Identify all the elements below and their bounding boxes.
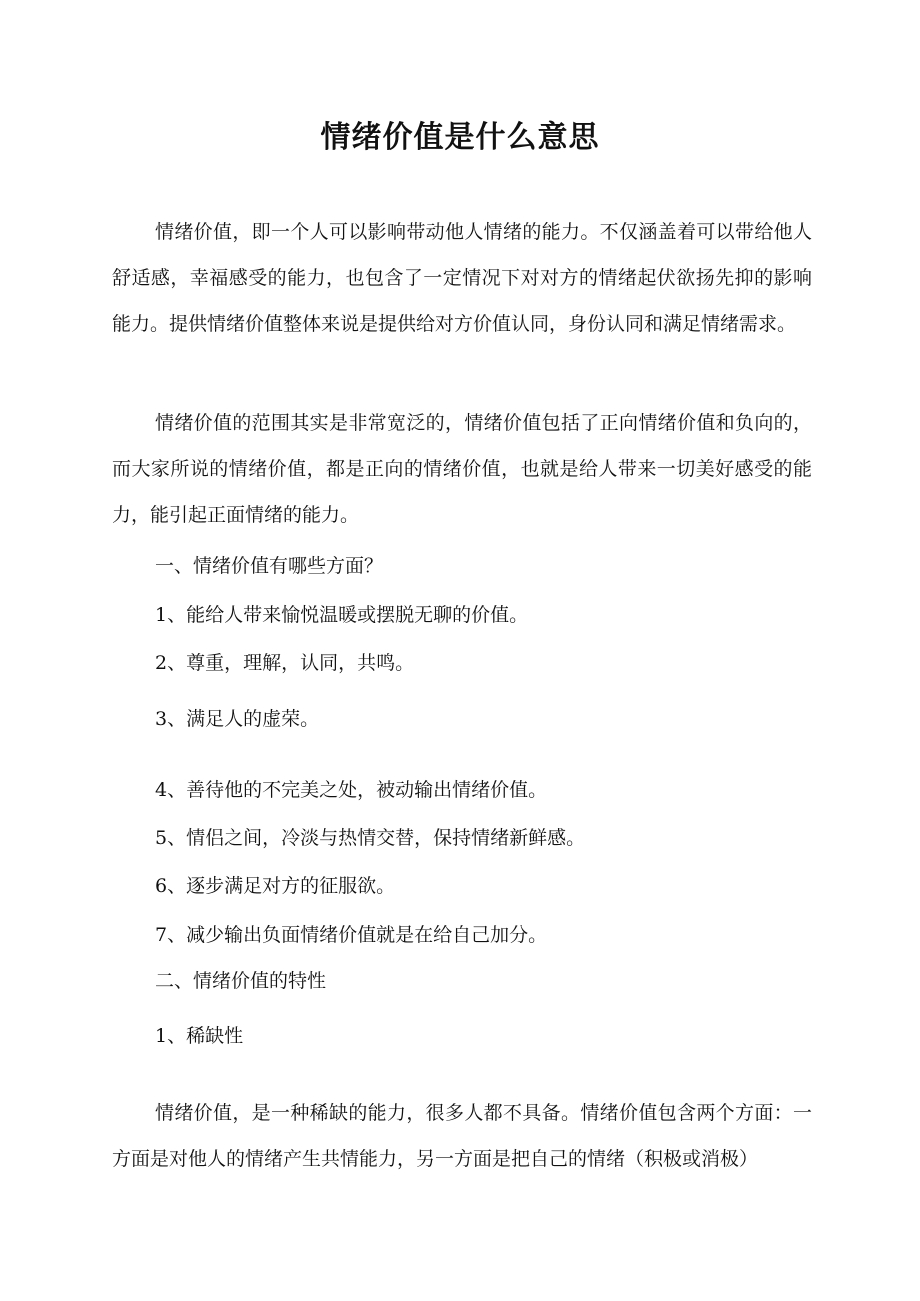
list-item: 2、尊重，理解，认同，共鸣。 bbox=[155, 652, 415, 674]
paragraph-scope: 情绪价值的范围其实是非常宽泛的，情绪价值包括了正向情绪价值和负向的，而大家所说的情绪价值，都是正向的情绪价值，也就是给人带来一切美好感受的能力，能引起正面情绪的能力。 bbox=[112, 412, 812, 526]
document-title: 情绪价值是什么意思 bbox=[320, 120, 600, 155]
section-two-heading: 二、情绪价值的特性 bbox=[155, 970, 327, 992]
list-item: 4、善待他的不完美之处，被动输出情绪价值。 bbox=[155, 779, 548, 801]
list-item: 7、减少输出负面情绪价值就是在给自己加分。 bbox=[155, 924, 548, 946]
list-item: 6、逐步满足对方的征服欲。 bbox=[155, 875, 396, 897]
paragraph-scarcity: 情绪价值，是一种稀缺的能力，很多人都不具备。情绪价值包含两个方面：一方面是对他人的情绪产生共情能力，另一方面是把自己的情绪（积极或消极） bbox=[112, 1102, 812, 1170]
section-two-subheading: 1、稀缺性 bbox=[155, 1025, 244, 1047]
list-item: 5、情侣之间，冷淡与热情交替，保持情绪新鲜感。 bbox=[155, 827, 586, 849]
paragraph-intro: 情绪价值，即一个人可以影响带动他人情绪的能力。不仅涵盖着可以带给他人舒适感，幸福感受的能力，也包含了一定情况下对对方的情绪起伏欲扬先抑的影响能力。提供情绪价值整体来说是提供给对方价值认同，身份认同和满足情绪需求。 bbox=[112, 221, 812, 335]
list-item: 3、满足人的虚荣。 bbox=[155, 708, 320, 730]
section-one-heading: 一、情绪价值有哪些方面？ bbox=[155, 555, 384, 577]
list-item: 1、能给人带来愉悦温暖或摆脱无聊的价值。 bbox=[155, 604, 529, 626]
